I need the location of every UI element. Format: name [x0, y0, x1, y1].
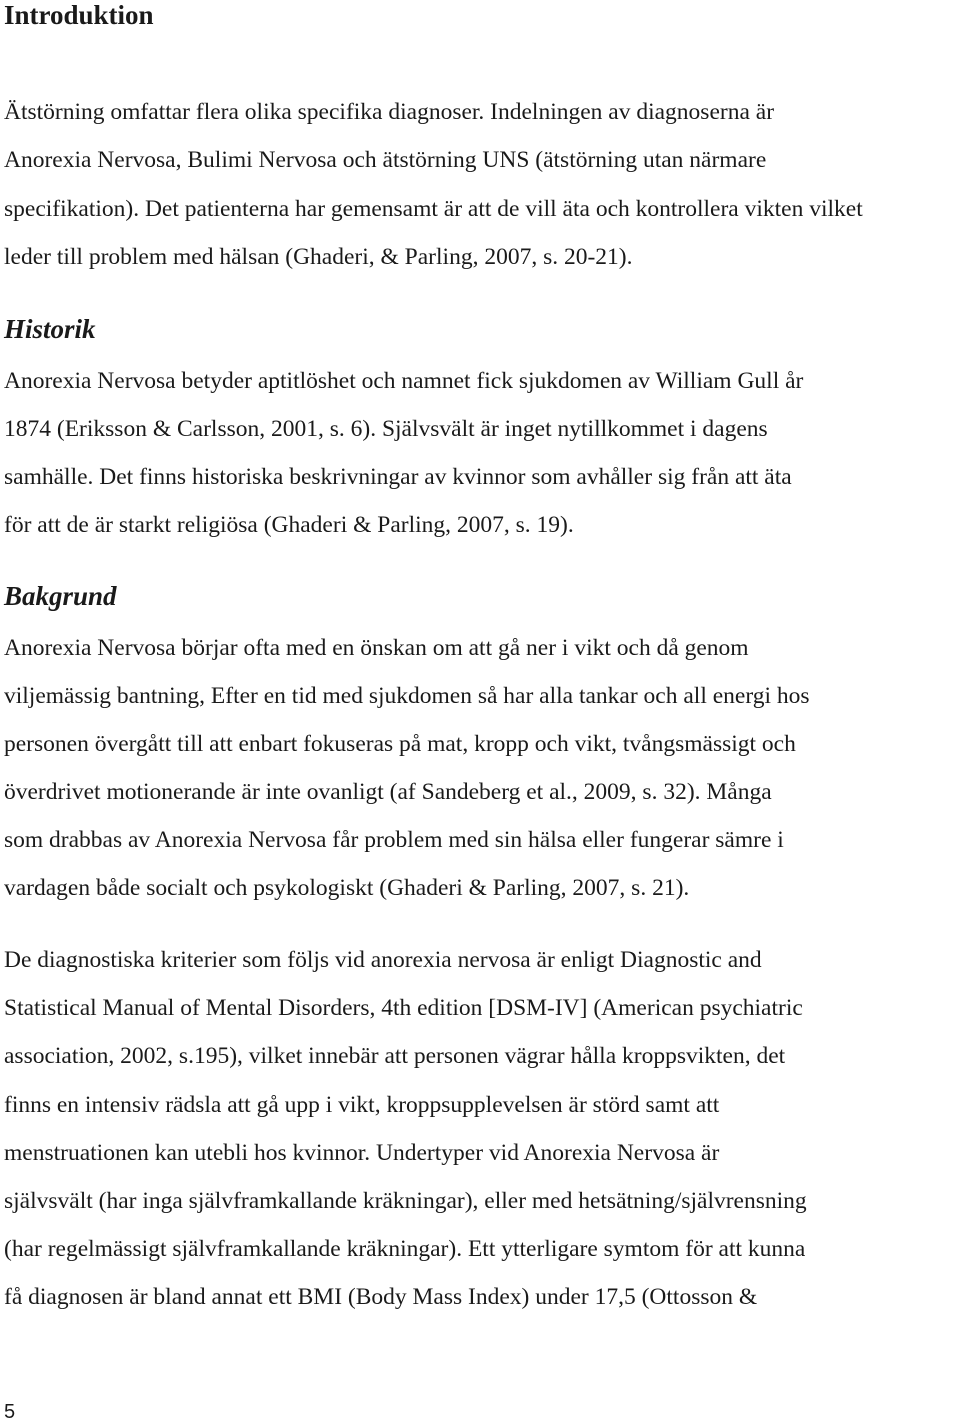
paragraph-line: personen övergått till att enbart fokuseras på mat, kropp och vikt, tvångsmässigt och — [4, 731, 796, 757]
paragraph-line: specifikation). Det patienterna har gemensamt är att de vill äta och kontrollera vikten vilket — [4, 196, 863, 222]
paragraph-line: Anorexia Nervosa börjar ofta med en önskan om att gå ner i vikt och då genom — [4, 635, 749, 661]
paragraph-line: finns en intensiv rädsla att gå upp i vikt, kroppsupplevelsen är störd samt att — [4, 1092, 720, 1118]
section-heading-bakgrund: Bakgrund — [4, 581, 117, 611]
paragraph-line: menstruationen kan utebli hos kvinnor. Undertyper vid Anorexia Nervosa är — [4, 1140, 720, 1166]
paragraph-line: som drabbas av Anorexia Nervosa får problem med sin hälsa eller fungerar sämre i — [4, 827, 784, 853]
page-number: 5 — [4, 1401, 16, 1423]
paragraph-line: viljemässig bantning, Efter en tid med sjukdomen så har alla tankar och all energi hos — [4, 683, 810, 709]
paragraph-line: för att de är starkt religiösa (Ghaderi & Parling, 2007, s. 19). — [4, 512, 574, 538]
paragraph-line: få diagnosen är bland annat ett BMI (Body Mass Index) under 17,5 (Ottosson & — [4, 1284, 758, 1310]
paragraph-line: Ätstörning omfattar flera olika specifika diagnoser. Indelningen av diagnoserna är — [4, 99, 775, 125]
paragraph-line: självsvält (har inga självframkallande kräkningar), eller med hetsätning/självrensning — [4, 1188, 807, 1214]
paragraph-line: (har regelmässigt självframkallande kräkningar). Ett ytterligare symtom för att kunna — [4, 1236, 806, 1262]
paragraph-line: samhälle. Det finns historiska beskrivningar av kvinnor som avhåller sig från att äta — [4, 464, 792, 490]
page-title: Introduktion — [4, 0, 154, 30]
paragraph-line: vardagen både socialt och psykologiskt (Ghaderi & Parling, 2007, s. 21). — [4, 875, 690, 901]
paragraph-line: överdrivet motionerande är inte ovanligt (af Sandeberg et al., 2009, s. 32). Många — [4, 779, 772, 805]
section-heading-historik: Historik — [4, 314, 96, 344]
paragraph-line: leder till problem med hälsan (Ghaderi, & Parling, 2007, s. 20-21). — [4, 244, 633, 270]
paragraph-line: Anorexia Nervosa, Bulimi Nervosa och ätstörning UNS (ätstörning utan närmare — [4, 147, 767, 173]
paragraph-line: association, 2002, s.195), vilket innebär att personen vägrar hålla kroppsvikten, det — [4, 1043, 786, 1069]
paragraph-line: Statistical Manual of Mental Disorders, 4th edition [DSM-IV] (American psychiatric — [4, 995, 803, 1021]
paragraph-line: 1874 (Eriksson & Carlsson, 2001, s. 6). Självsvält är inget nytillkommet i dagens — [4, 416, 768, 442]
paragraph-line: Anorexia Nervosa betyder aptitlöshet och namnet fick sjukdomen av William Gull år — [4, 368, 804, 394]
paragraph-line: De diagnostiska kriterier som följs vid anorexia nervosa är enligt Diagnostic and — [4, 947, 762, 973]
